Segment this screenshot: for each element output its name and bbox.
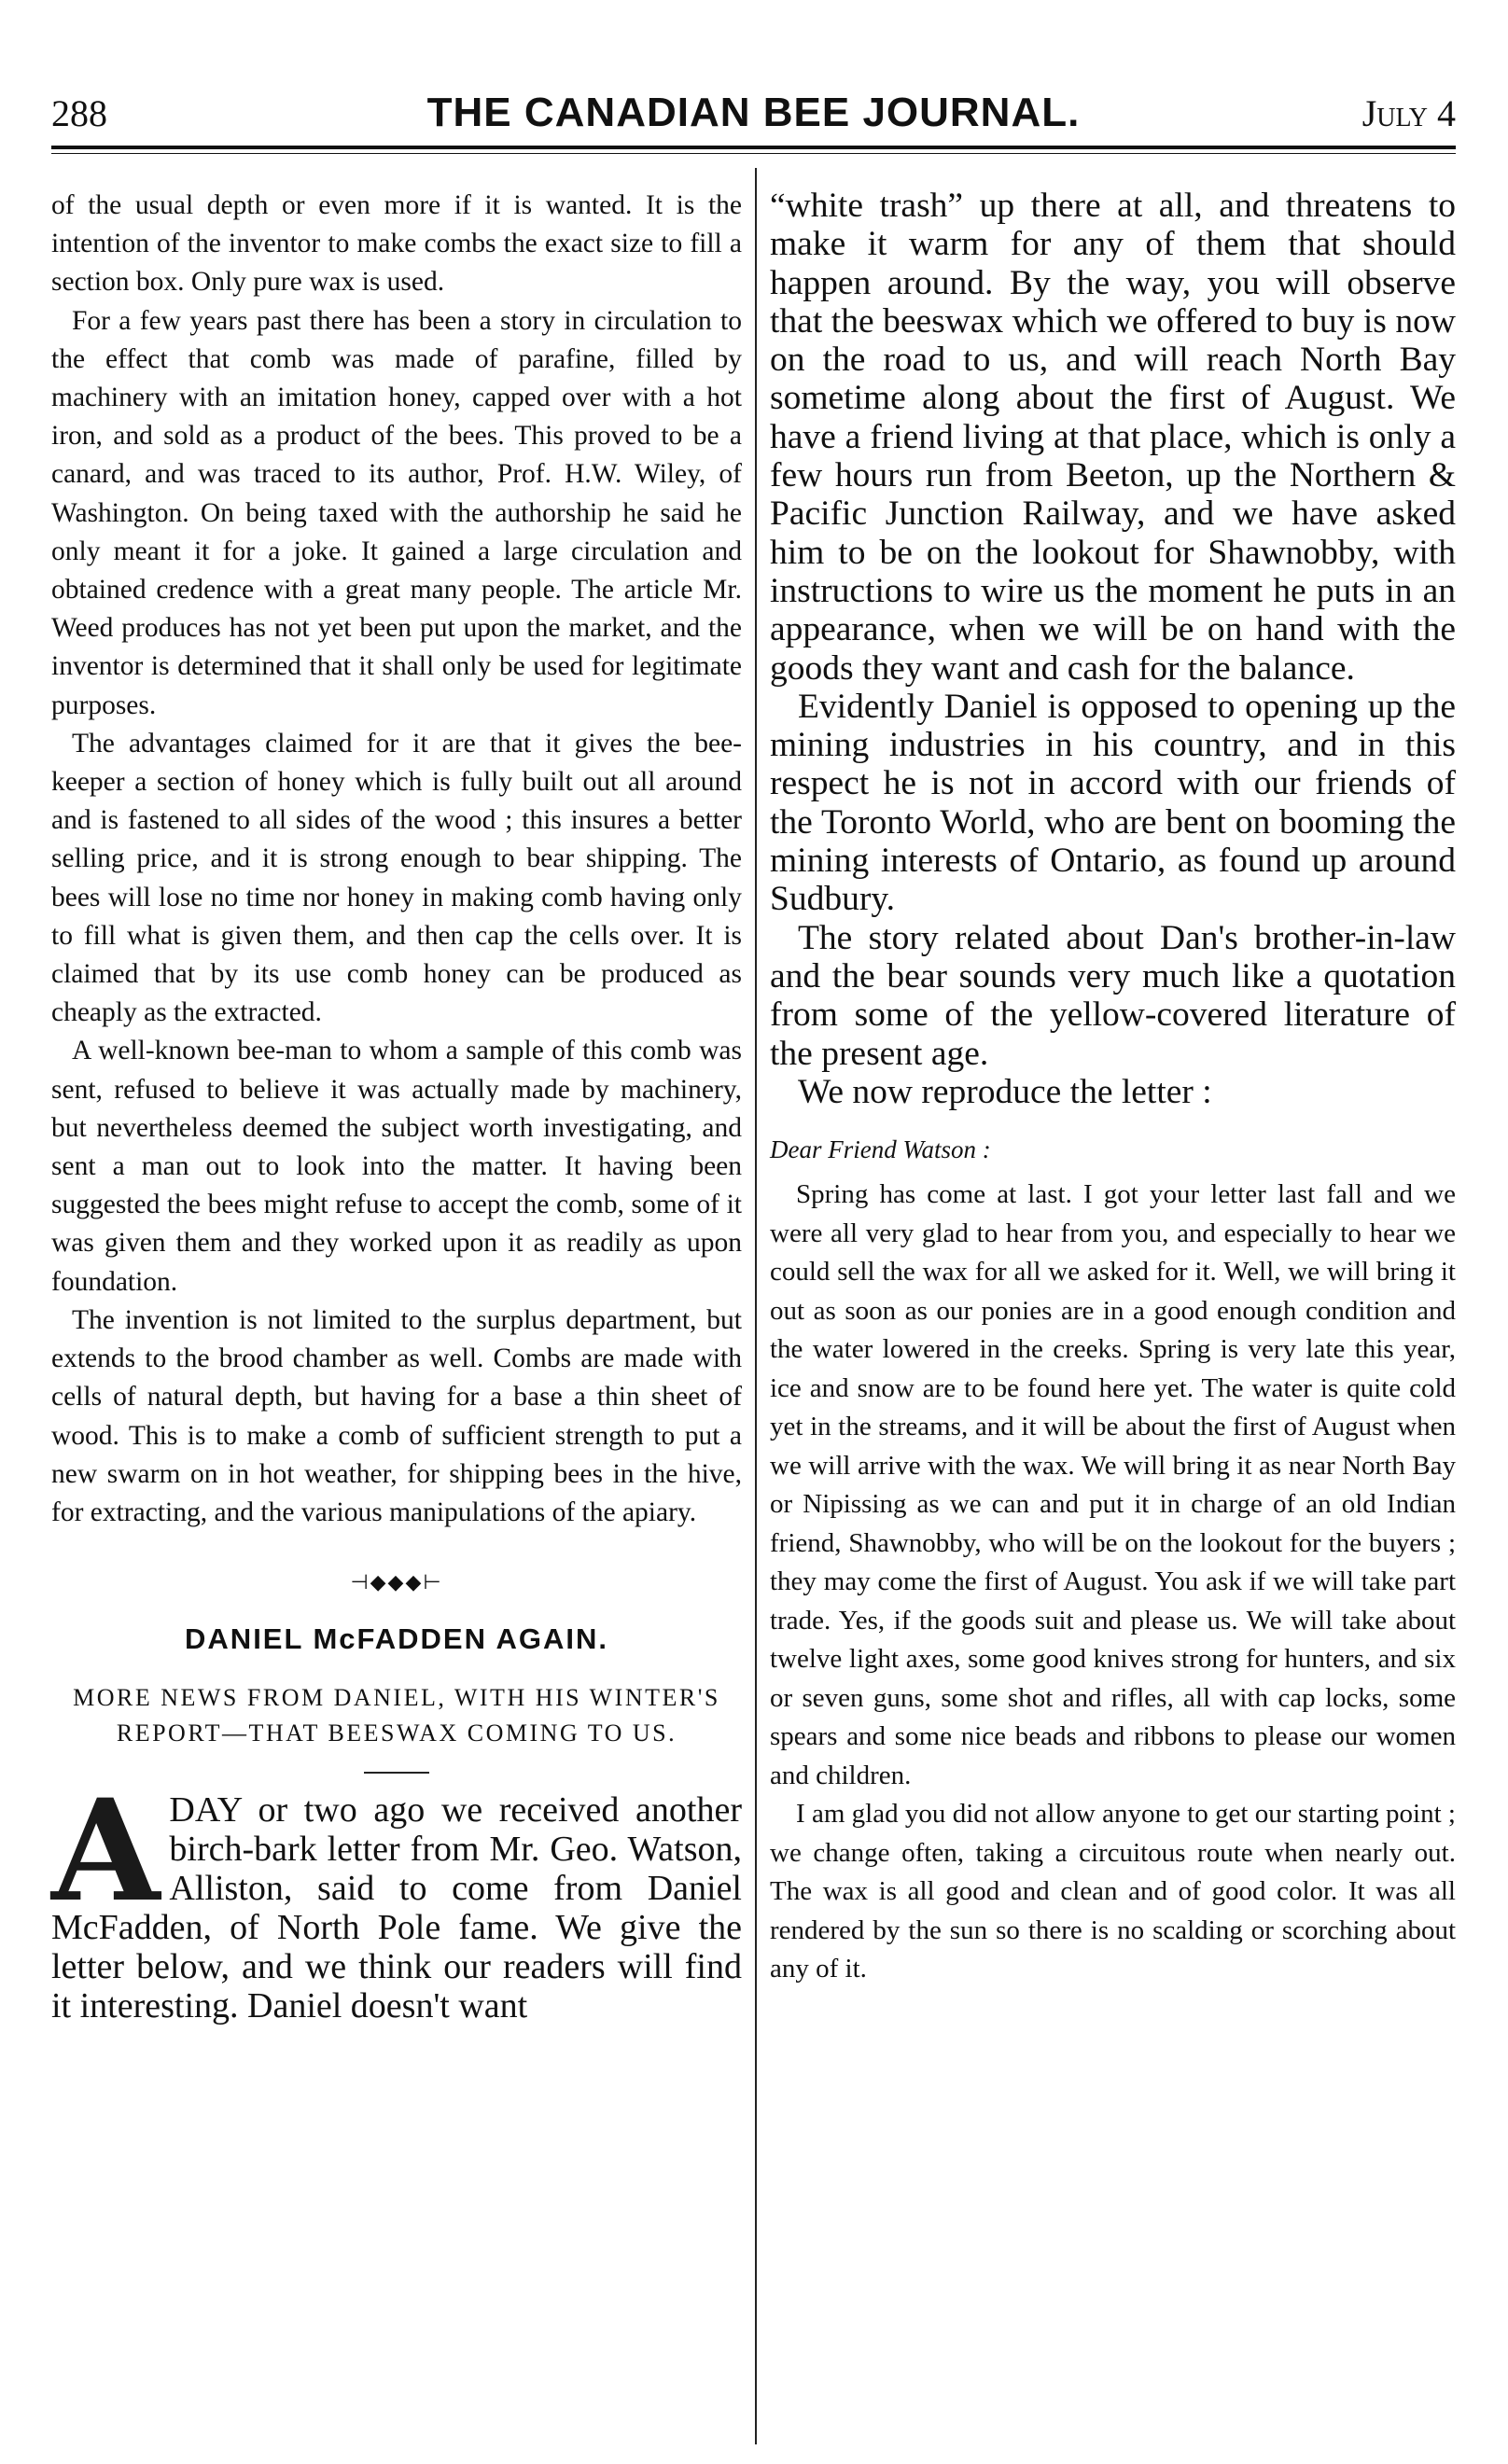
page-header	[51, 84, 1456, 140]
article-subhead: MORE NEWS FROM DANIEL, WITH HIS WINTER'S REPORT—THAT BEESWAX COMING TO US.	[73, 1684, 720, 1747]
issue-date: July 4	[1361, 92, 1456, 134]
intro-paragraph	[51, 1769, 742, 2026]
header-rule-thin	[51, 153, 1456, 154]
paragraph: We now reproduce the letter :	[798, 1072, 1212, 1111]
journal-title: THE CANADIAN BEE JOURNAL.	[426, 90, 1081, 135]
ornament-divider: ⊣◆◆◆⊢	[350, 1571, 443, 1595]
header-rule	[51, 146, 1456, 149]
intro-text: DAY or two ago we received another birch-bark letter from Mr. Geo. Watson, Alliston, said to come from Daniel McFadden, of North Pole fame. We give the letter below, and we think our readers will find it interesting. Daniel doesn't want	[51, 1790, 742, 2026]
subhead-rule	[364, 1772, 429, 1774]
paragraph: Evidently Daniel is opposed to opening up the mining industries in his country, and in this respect he is not in accord with our friends of the Toronto World, who are bent on booming the mining interests of Ontario, as found up around Sudbury.	[770, 687, 1456, 919]
drop-cap: A	[51, 1769, 161, 1934]
paragraph: of the usual depth or even more if it is wanted. It is the intention of the inventor to make combs the exact size to fill a section box. Only pure wax is used.	[51, 190, 742, 298]
paragraph: The advantages claimed for it are that it gives the bee-keeper a section of honey which is fully built out all around and is fastened to all sides of the wood ; this insures a better selling price, and it is strong enough to bear shipping. The bees will lose no time nor honey in making comb having only to fill what is given them, and then cap the cells over. It is claimed that by its use comb honey can be produced as cheaply as the extracted.	[51, 728, 742, 1028]
letter-paragraph: I am glad you did not allow anyone to get our starting point ; we change often, taking a circuitous route when nearly out. The wax is all good and clean and of good color. It was all rendered by the sun so there is no scalding or scorching about any of it.	[770, 1799, 1456, 1984]
paragraph: A well-known bee-man to whom a sample of this comb was sent, refused to believe it was actually made by machinery, but nevertheless deemed the subject worth investigating, and sent a man out to look into the matter. It having been suggested the bees might refuse to accept the comb, some of it was given them and they worked upon it as readily as upon foundation.	[51, 1036, 742, 1297]
paragraph: “white trash” up there at all, and threatens to make it warm for any of them that should happen around. By the way, you will observe that the beeswax which we offered to buy is now on the road to us, and will reach North Bay sometime along about the first of August. We have a friend living at that place, which is only a few hours run from Beeton, up the Northern & Pacific Junction Railway, and we have asked him to be on the lookout for Shawnobby, with instructions to wire us the moment he puts in an appearance, when we will be on hand with the goods they want and cash for the balance.	[770, 187, 1456, 688]
right-column	[770, 187, 1456, 1989]
letter-paragraph: Spring has come at last. I got your letter last fall and we were all very glad to hear from you, and especially to hear we could sell the wax for all we asked for it. Well, we will bring it out as soon as our ponies are in a good enough condition and the water lowered in the creeks. Spring is very late this year, ice and snow are to be found here yet. The water is quite cold yet in the streams, and it will be about the first of August when we will arrive with the wax. We will bring it as near North Bay or Nipissing as we can and put it in charge of an old Indian friend, Shawnobby, who will be on the lookout for the buyers ; they may come the first of August. You ask if we will take part trade. Yes, if the goods suit and please us. We will take about twelve light axes, some good knives strong for hunters, and six or seven guns, some shot and rifles, all with cap locks, some spears and some nice beads and ribbons to please our women and children.	[770, 1179, 1456, 1790]
paragraph: The story related about Dan's brother-in-law and the bear sounds very much like a quotation from some of the yellow-covered literature of the present age.	[770, 918, 1456, 1073]
paragraph: The invention is not limited to the surplus department, but extends to the brood chamber as well. Combs are made with cells of natural depth, but having for a base a thin sheet of wood. This is to make a comb of sufficient strength to put a new swarm on in hot weather, for shipping bees in the hive, for extracting, and the various manipulations of the apiary.	[51, 1304, 742, 1527]
column-divider	[755, 168, 757, 2444]
page-number: 288	[51, 92, 107, 134]
article-title: DANIEL McFADDEN AGAIN.	[185, 1622, 608, 1656]
left-column	[51, 187, 742, 2025]
paragraph: For a few years past there has been a story in circulation to the effect that comb was made of parafine, filled by machinery with an imitation honey, capped over with a hot iron, and sold as a product of the bees. This proved to be a canard, and was traced to its author, Prof. H.W. Wiley, of Washington. On being taxed with the authorship he said he only meant it for a joke. It gained a large circulation and obtained credence with a great many people. The article Mr. Weed produces has not yet been put upon the market, and the inventor is determined that it shall only be used for legitimate purposes.	[51, 305, 742, 720]
letter-salutation: Dear Friend Watson :	[770, 1135, 991, 1164]
